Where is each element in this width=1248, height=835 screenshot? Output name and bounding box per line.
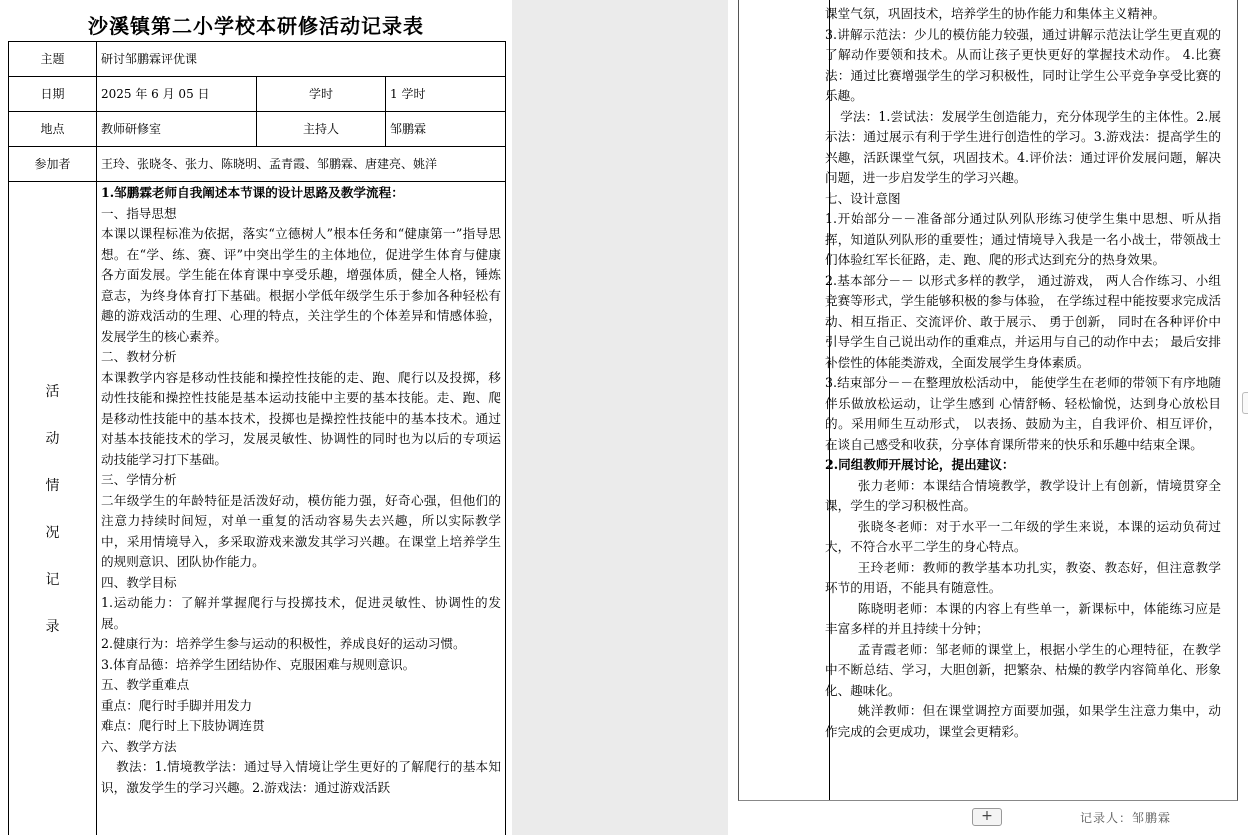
side-char: 情 [45,478,60,494]
paragraph: 学法：1.尝试法：发展学生创造能力，充分体现学生的主体性。2.展示法：通过展示有利于学生进行创造性的学习。3.游戏法：提高学生的兴趣，活跃课堂气氛，巩固技术。4.评价法：通过评价发展问题，解决问题，进一步启发学生的学习兴趣。 [825,108,1221,185]
activity-record-text-continued[interactable] [825,4,1221,742]
add-row-button[interactable]: + [972,808,1002,826]
paragraph: 张晓冬老师：对于水平一二年级的学生来说，本课的运动负荷过大，不符合水平二学生的身心特点。 [825,518,1221,554]
paragraph: 一、指导思想 [101,205,177,221]
scrollbar-handle[interactable] [1242,392,1248,414]
paragraph: 课堂气氛，巩固技术，培养学生的协作能力和集体主义精神。 [825,6,1166,21]
activity-record-label [9,182,97,835]
host-label: 主持人 [257,112,386,147]
table-row [9,112,506,147]
hours-value: 1 学时 [386,77,506,112]
paragraph: 3.结束部分－－在整理放松活动中， 能使学生在老师的带领下有序地随伴乐做放松运动，让学生感到 心情舒畅、轻松愉悦，达到身心放松目的。采用师生互动形式， 以表扬、鼓励为主，自我评价、相互评价， 在谈自己感受和收获，分享体育课所带来的快乐和乐趣中结束全课。 [825,375,1221,452]
paragraph: 孟青霞老师：邹老师的课堂上，根据小学生的心理特征，在教学中不断总结、学习，大胆创新，把繁杂、枯燥的教学内容简单化、形象化、趣味化。 [825,641,1221,698]
record-table [8,41,506,835]
document-page-right [728,0,1248,835]
document-page-left [0,0,512,835]
participants-value: 王玲、张晓冬、张力、陈晓明、孟青霞、邹鹏霖、唐建亮、姚洋 [97,147,506,182]
recorder-footer: 记录人：邹鹏霖 [1080,811,1172,825]
table-row [9,147,506,182]
hours-label: 学时 [257,77,386,112]
paragraph: 姚洋教师：但在课堂调控方面要加强，如果学生注意力集中，动作完成的会更成功，课堂会更精彩。 [825,703,1221,739]
paragraph: 二、教材分析 [101,349,177,364]
place-value: 教师研修室 [97,112,257,147]
paragraph: 四、教学目标 [101,574,177,590]
paragraph: 五、教学重难点 [101,677,190,692]
side-char: 录 [45,619,60,635]
activity-record-text[interactable] [101,182,501,834]
topic-label: 主题 [9,42,97,77]
host-value: 邹鹏霖 [386,112,506,147]
topic-value: 研讨邹鹏霖评优课 [97,42,506,77]
paragraph: 3.讲解示范法：少儿的模仿能力较强，通过讲解示范法让学生更直观的了解动作要领和技术。从而让孩子更快更好的掌握技术动作。 4.比赛法：通过比赛增强学生的学习积极性，同时让学生公平竞争享受比赛的乐趣。 [825,26,1221,103]
side-char: 活 [45,384,60,400]
paragraph: 2.同组教师开展讨论，提出建议： [825,457,1015,472]
participants-label: 参加者 [9,147,97,182]
table-left-column [739,0,830,800]
paragraph: 三、学情分析 [101,472,177,487]
page-title: 沙溪镇第二小学校本研修活动记录表 [88,14,424,38]
paragraph: 难点：爬行时上下肢协调连贯 [101,718,265,733]
paragraph: 七、设计意图 [825,190,901,206]
paragraph: 1.开始部分－－准备部分通过队列队形练习使学生集中思想、听从指挥，知道队列队形的重要性；通过情境导入我是一名小战士，带领战士们体验红军长征路，走、跑、爬的形式达到充分的热身效果。 [825,211,1221,267]
paragraph: 本课以课程标准为依据，落实“立德树人”根本任务和“健康第一”指导思想。在“学、练、赛、评”中突出学生的主体地位，促进学生体育与健康各方面发展。学生能在体育课中享受乐趣，增强体质，健全人格，锤炼意志，为终身体育打下基础。根据小学低年级学生乐于参加各种轻松有趣的游戏活动的生理、心理的特点，关注学生的个体差异和情感体验，发展学生的核心素养。 [101,226,502,344]
paragraph: 六、教学方法 [101,738,177,754]
paragraph: 张力老师：本课结合情境教学，教学设计上有创新，情境贯穿全课，学生的学习积极性高。 [825,477,1221,513]
paragraph: 3.体育品德：培养学生团结协作、克服困难与规则意识。 [101,656,416,672]
table-row [9,77,506,112]
paragraph: 2.健康行为：培养学生参与运动的积极性，养成良好的运动习惯。 [101,636,466,651]
paragraph: 二年级学生的年龄特征是活泼好动，模仿能力强，好奇心强，但他们的注意力持续时间短，对单一重复的活动容易失去兴趣，所以实际教学中，采用情境导入，多采取游戏来激发其学习兴趣。在课堂上培养学生的规则意识、团队协作能力。 [101,492,502,569]
activity-record-cell[interactable] [97,182,506,835]
paragraph: 2.基本部分－－ 以形式多样的教学， 通过游戏， 两人合作练习、小组竞赛等形式，学生能够积极的参与体验， 在学练过程中能按要求完成活动、相互指正、交流评价、敢于展示、 勇于创新， 同时在各种评价中引导学生自己说出动作的重难点，并运用与自己的动作中去； 最后安排补偿性的体能类游戏，全面发展学生身体素质。 [825,272,1221,370]
side-char: 记 [45,572,60,588]
table-row [9,182,506,835]
table-row [9,42,506,77]
paragraph: 教法：1.情境教学法：通过导入情境让学生更好的了解爬行的基本知识，激发学生的学习兴趣。2.游戏法：通过游戏活跃 [101,759,502,795]
paragraph: 陈晓明老师：本课的内容上有些单一，新课标中，体能练习应是丰富多样的并且持续十分钟； [825,600,1221,636]
date-label: 日期 [9,77,97,112]
paragraph: 王玲老师：教师的教学基本功扎实，教姿、教态好，但注意教学环节的用语，不能具有随意性。 [825,559,1221,595]
paragraph: 1.运动能力：了解并掌握爬行与投掷技术，促进灵敏性、协调性的发展。 [101,595,502,631]
side-char: 况 [45,525,60,541]
paragraph: 1.邹鹏霖老师自我阐述本节课的设计思路及教学流程： [101,185,404,200]
date-value: 2025 年 6 月 05 日 [97,77,257,112]
side-char: 动 [45,431,60,447]
place-label: 地点 [9,112,97,147]
paragraph: 重点：爬行时手脚并用发力 [101,697,253,713]
paragraph: 本课教学内容是移动性技能和操控性技能的走、跑、爬行以及投掷，移动性技能和操控性技能是基本运动技能中主要的基本技能。走、跑、爬是移动性技能中的基本技术，投掷也是操控性技能中的基本技术。通过对基本技能技术的学习，发展灵敏性、协调性的同时也为以后的专项运动技能学习打下基础。 [101,369,502,467]
